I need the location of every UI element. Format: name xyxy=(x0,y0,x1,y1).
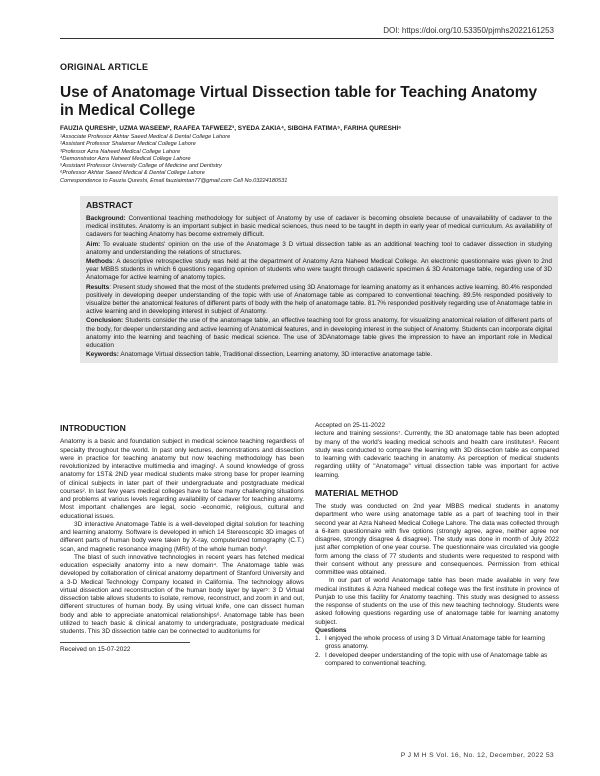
affiliation-5: ⁵Assistant Professor University College of Medicine and Dentistry xyxy=(60,163,222,170)
abstract-background: Background: Conventional teaching methodology for subject of Anatomy by use of cadaver is becoming obsolete because of unavailability of cadaver to the medical institutes. Anatomy is an important subject in basic medical sciences, thus need to be taught in depth in early year of medical curriculum. As availability of cadavers for teaching Anatomy has become extremely difficult. xyxy=(86,215,552,239)
intro-paragraph-2: 3D interactive Anatomage Table is a well-developed digital solution for teaching and learning anatomy. Software is developed in which 14 Stereoscopic 3D images of different parts of human body were taken by X-ray, computerized tomography (C.T.) scan, and magnetic resonance imaging (MRI) of the whole human body³. xyxy=(60,520,304,553)
journal-footer: P J M H S Vol. 16, No. 12, December, 2022 53 xyxy=(400,752,554,759)
abstract-heading: ABSTRACT xyxy=(86,200,133,210)
right-column xyxy=(315,422,559,668)
abstract-keywords: Keywords: Anatomage Virtual dissection table, Traditional dissection, Learning anatomy, 3D interactive anatomage table. xyxy=(86,351,433,359)
introduction-heading: INTRODUCTION xyxy=(60,423,126,433)
question-number: 2. xyxy=(315,651,321,659)
paper-title: Use of Anatomage Virtual Dissection table for Teaching Anatomy in Medical College xyxy=(60,84,538,119)
intro-paragraph-1: Anatomy is a basic and foundation subject in medical science teaching regardless of specialty throughout the world. In past only lectures, demonstrations and dissection were in practice for teaching anatomy but now teaching methodology has been revolutionized by interactive multimedia and imaging¹. A sound knowledge of gross anatomy for 1ST& 2ND year medical students make strong base for proper learning of clinical subjects in later part of their undergraduate and postgraduate medical courses². In last few years medical colleges have to face many challenging situations and problems at various levels regarding availability of cadaver for teaching anatomy. Most important challenges are legal, socio -economic, religious, cultural and educational issues. xyxy=(60,438,304,520)
abstract-box xyxy=(80,196,558,363)
methods-heading: MATERIAL METHOD xyxy=(315,487,399,498)
received-date: Received on 15-07-2022 xyxy=(60,646,131,654)
abstract-results: Results: Present study showed that the most of the students preferred using 3D Anatomage for learning anatomy as it enhances active learning. 80.4% responded positively in developing deeper understanding of the topic with use of Anatomage table as compared to conventional teaching. 89.5% responded positively to visualize better the anatomical features of different parts of body with the help of anatomage table. 81.7% responded positively regarding use of Anatomage table in active learning and in developing interest in subject of Anatomy. xyxy=(86,283,552,316)
affiliation-1: ¹Associate Professor Akhtar Saeed Medical & Dental College Lahore xyxy=(60,134,231,140)
footnote-divider xyxy=(60,642,190,643)
question-item xyxy=(315,652,559,669)
question-text: I developed deeper understanding of the topic with use of Anatomage table as compared to conventional teaching. xyxy=(325,651,548,667)
question-item xyxy=(315,635,559,652)
header-rule xyxy=(60,38,554,39)
correspondence: Correspondence to Fauzia Qureshi, Email fauziaimtan77@gmail.com Cell No.03224180531 xyxy=(60,177,288,184)
methods-paragraph-1: The study was conducted on 2nd year MBBS medical students in anatomy department who were using anatomage table as a part of teaching tool in their second year at Azra Naheed Medical College Lahore. The data was collected through a 6-item questionnaire with five options (strongly agree, agree, neither agree nor disagree, strongly disagree & disagree). The study was done in month of July 2022 just after completion of one year course. The questionnaire was circulated via google form among the class of 77 students and students were requested to respond with their consent without any pressure and consequences. Permission from ethical committee was obtained. xyxy=(315,503,559,576)
affiliation-3: ³Professor Azra Naheed Medical College Lahore xyxy=(60,148,181,155)
intro-continuation: lecture and training sessions⁷. Currently, the 3D anatomage table has been adopted by many of the world's leading medical schools and health care institutes⁸. Recent study was conducted to compare the learning with 3D dissection table as compared to learning with cadevaric teaching in anatomy. As perception of medical students regarding utility of "Anatomage" virtual dissection table was important for active learning. xyxy=(315,430,559,479)
left-column xyxy=(60,422,304,655)
question-text: I enjoyed the whole process of using 3 D Virtual Anatomage table for learning gross anatomy. xyxy=(325,635,545,651)
affiliation-6: ⁶Professor Akhtar Saeed Medical & Dental College Lahore xyxy=(60,170,205,177)
questions-heading: Questions xyxy=(315,626,347,634)
accepted-date: Accepted on 25-11-2022 xyxy=(315,422,386,429)
affiliations xyxy=(60,134,560,185)
abstract-aim: Aim: To evaluate students' opinion on the use of the Anatomage 3 D virtual dissection table as an additional teaching tool to cadaver dissection in studying anatomy and understanding the relations of structures. xyxy=(86,240,552,256)
questions-list xyxy=(315,635,559,668)
author-list: FAUZIA QURESHI¹, UZMA WASEEM², RAAFEA TAFWEEZ³, SYEDA ZAKIA⁴, SIBGHA FATIMA⁵, FARIHA QURESHI⁶ xyxy=(60,125,402,132)
methods-paragraph-2: In our part of world Anatomage table has been made available in very few medical institutes & Azra Naheed medical college was the first institute in province of Punjab to use this facility for Anatomy teaching. This study was designed to assess the response of students on the use of this new teaching technology. Students were asked following questions regarding use of anatomage table for learning anatomy subject. xyxy=(315,577,559,626)
affiliation-4: ⁴Demonstrator Azra Naheed Medical College Lahore xyxy=(60,155,191,162)
question-number: 1. xyxy=(315,635,321,642)
abstract-methods: Methods: A descriptive retrospective study was held at the department of Anatomy Azra Naheed Medical College. An electronic questionnaire was given to 2nd year MBBS students in which 6 questions regarding opinion of students who were taught through cadaveric specimen & 3D Anatomage table, regarding use of 3D Anatomage for active learning of anatomy topics. xyxy=(86,258,552,282)
affiliation-2: ²Assistant Professor Shalamar Medical College Lahore xyxy=(60,141,196,148)
intro-paragraph-3: The blast of such innovative technologies in recent years has fetched medical education especially anatomy into a new domain⁴. The Anatomage table was developed by collaboration of clinical anatomy department of Stanford University and a 3-D Medical Technology Company located in California. The technology allows virtual dissection and reconstruction of the human body layer by layer⁵: 3 D Virtual dissection table allows students to isolate, remove, reconstruct, and zoom in and out, different structures of human body. By using virtual knife, one can dissect human body and able to appreciate anatomical relationships⁶. Anatomage table has been utilized to teach basic & clinical anatomy to undergraduate, postgraduate medical students. This 3D dissection table can be connected to auditoriums for xyxy=(60,553,304,635)
doi-link[interactable]: DOI: https://doi.org/10.53350/pjmhs2022161253 xyxy=(383,26,554,35)
article-type: ORIGINAL ARTICLE xyxy=(60,62,149,72)
abstract-conclusion: Conclusion: Students consider the use of the anatomage table, an effective teaching tool for gross anatomy, for visualizing anatomical relation of different parts of the body, for deeper understanding and active learning of Anatomical features, and in developing interest in the subject of Anatomy. Students can incorporate digital anatomy into the learning and teaching of basic medical science. The use of 3DAnatomage table gives the impression to have an important role in Medical education xyxy=(86,317,552,350)
